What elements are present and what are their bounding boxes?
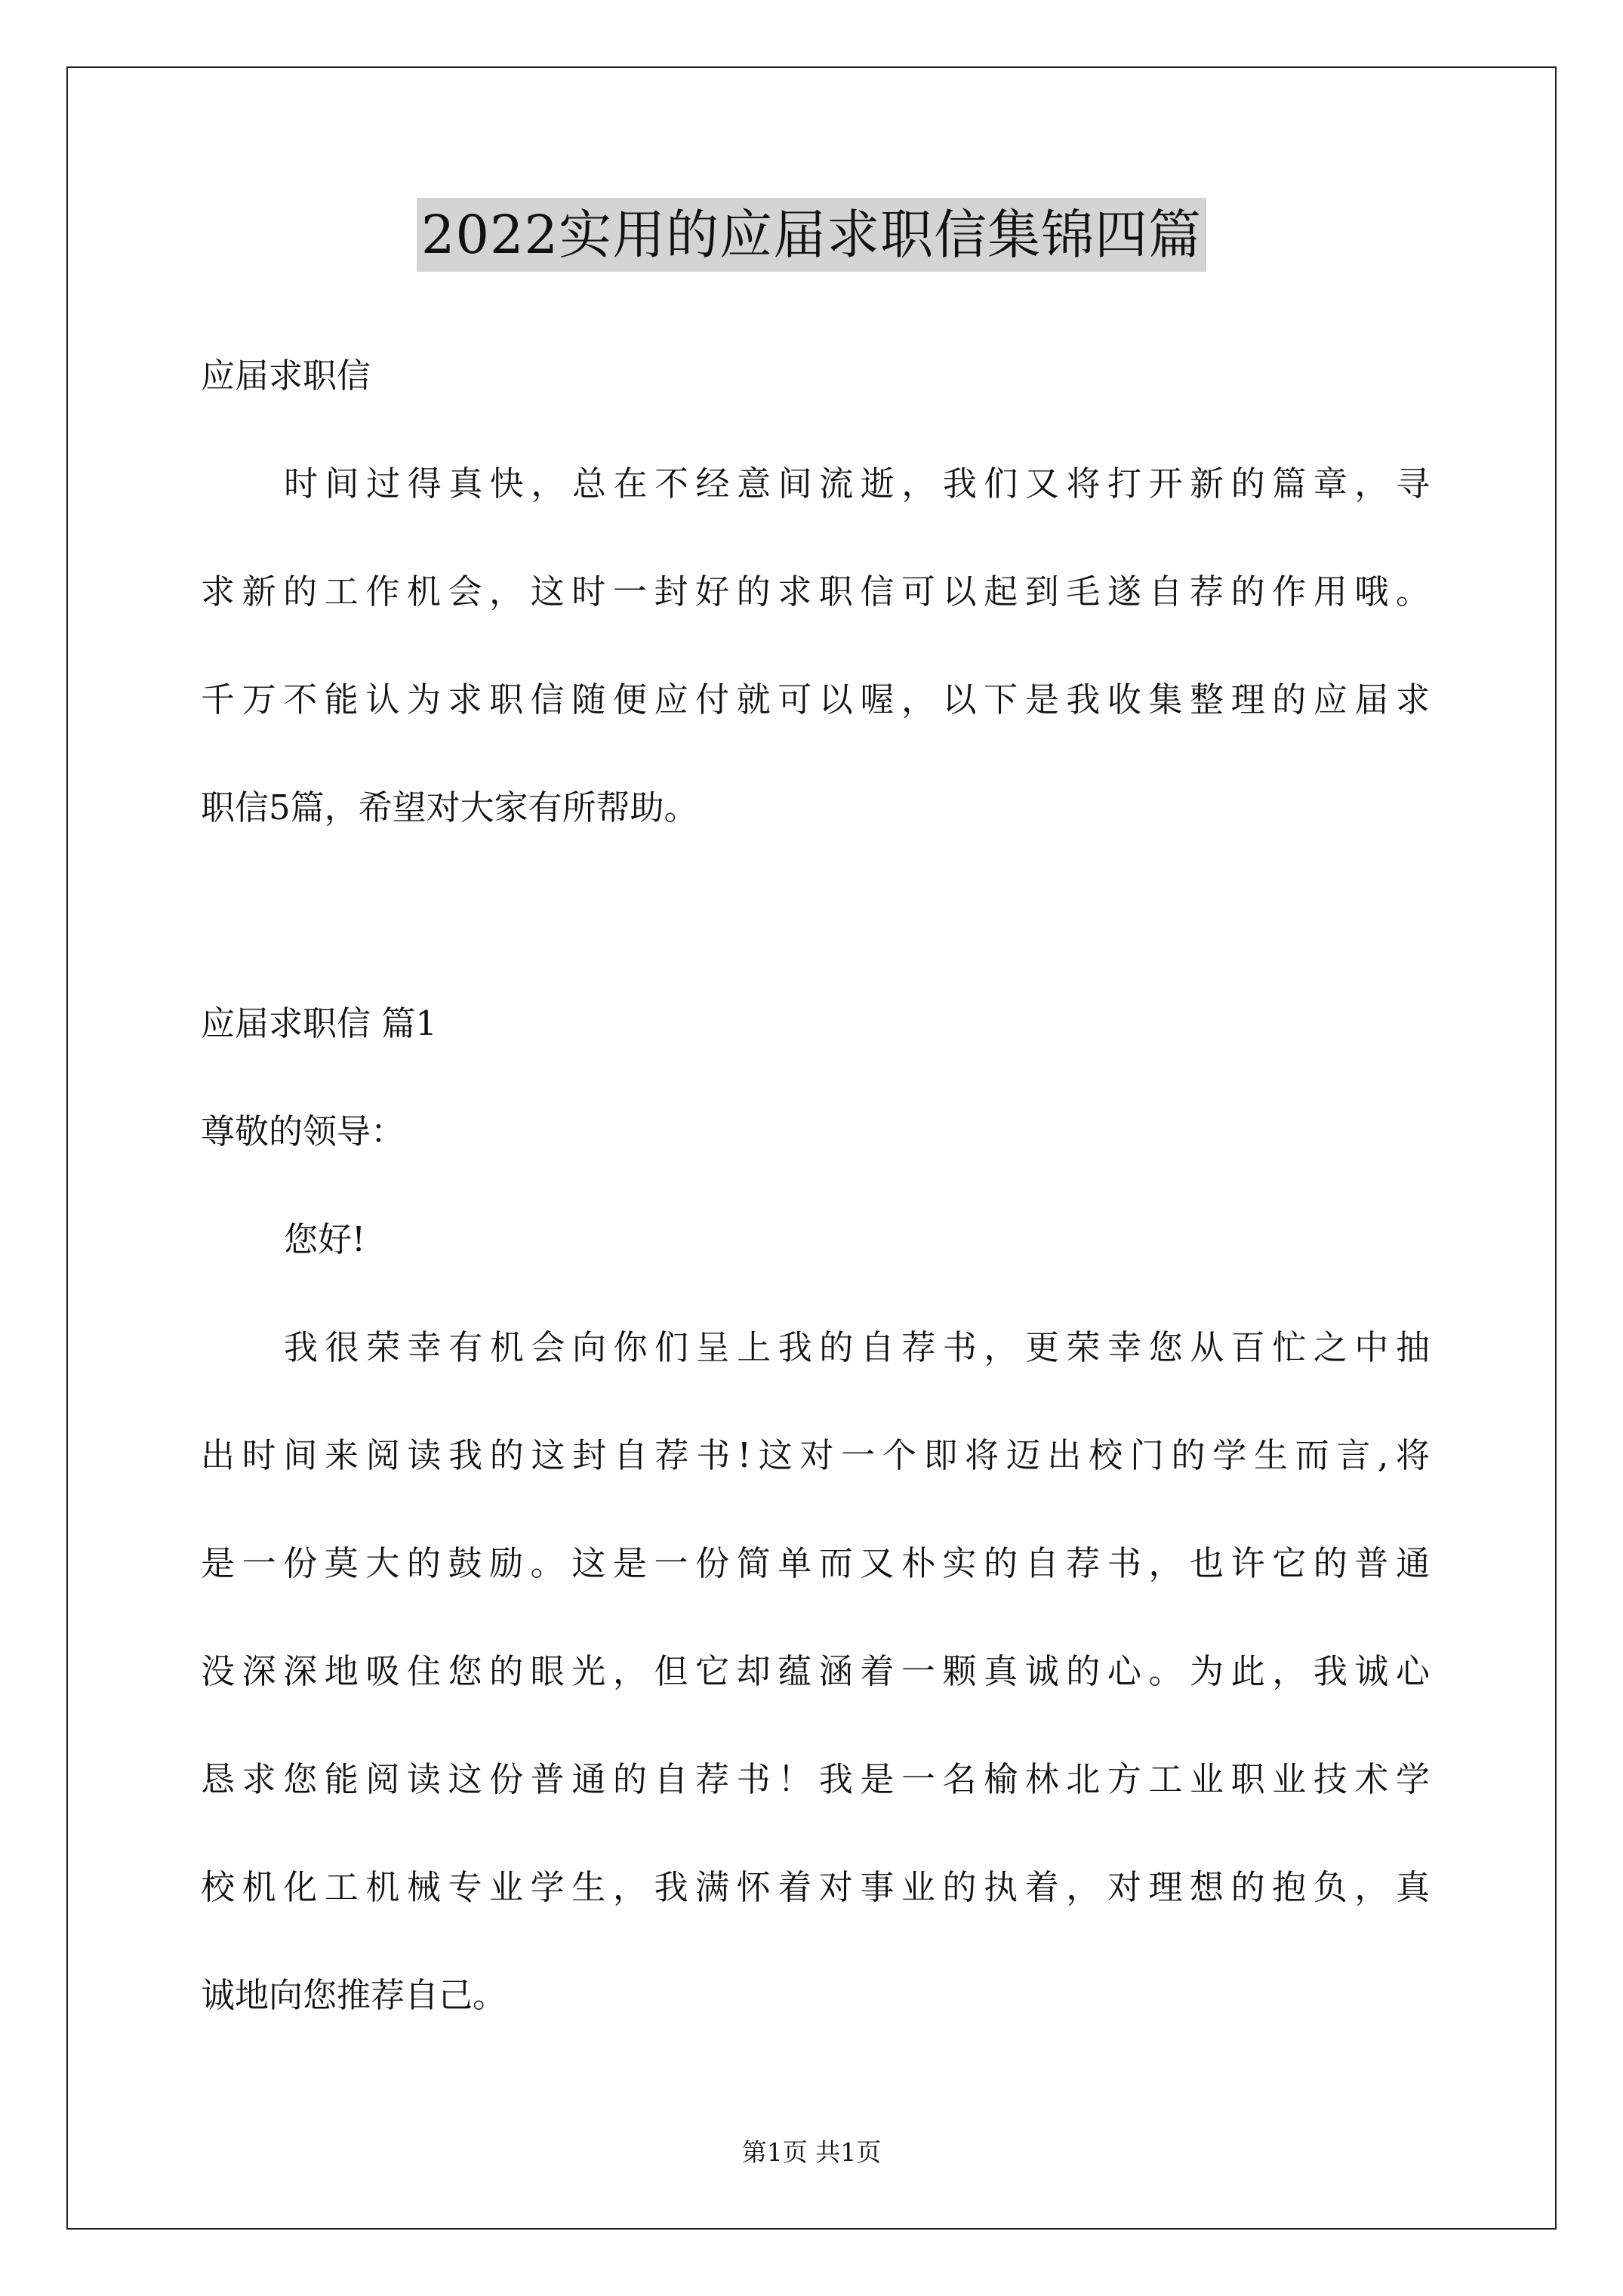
title-container — [0, 198, 1623, 272]
section-heading: 应届求职信 — [201, 356, 371, 396]
body-line: 恳求您能阅读这份普通的自荐书！我是一名榆林北方工业职业技术学 — [201, 1759, 1430, 1799]
page-footer: 第1页 共1页 — [741, 2137, 882, 2167]
salutation: 尊敬的领导： — [201, 1111, 405, 1151]
body-line: 是一份莫大的鼓励。这是一份简单而又朴实的自荐书，也许它的普通 — [201, 1543, 1430, 1583]
body-line: 诚地向您推荐自己。 — [201, 1975, 507, 2015]
intro-line: 职信5篇，希望对大家有所帮助。 — [201, 787, 698, 827]
intro-line: 时间过得真快，总在不经意间流逝，我们又将打开新的篇章，寻 — [284, 464, 1430, 504]
body-line: 出时间来阅读我的这封自荐书!这对一个即将迈出校门的学生而言,将 — [201, 1435, 1430, 1475]
document-title: 2022实用的应届求职信集锦四篇 — [417, 198, 1206, 272]
intro-line: 千万不能认为求职信随便应付就可以喔，以下是我收集整理的应届求 — [201, 680, 1430, 720]
intro-line: 求新的工作机会，这时一封好的求职信可以起到毛遂自荐的作用哦。 — [201, 572, 1430, 612]
letter-heading: 应届求职信 篇1 — [201, 1003, 437, 1043]
body-line: 校机化工机械专业学生，我满怀着对事业的执着，对理想的抱负，真 — [201, 1867, 1430, 1907]
greeting: 您好! — [284, 1219, 366, 1259]
body-line: 我很荣幸有机会向你们呈上我的自荐书，更荣幸您从百忙之中抽 — [284, 1327, 1430, 1367]
body-line: 没深深地吸住您的眼光，但它却蕴涵着一颗真诚的心。为此，我诚心 — [201, 1651, 1430, 1691]
